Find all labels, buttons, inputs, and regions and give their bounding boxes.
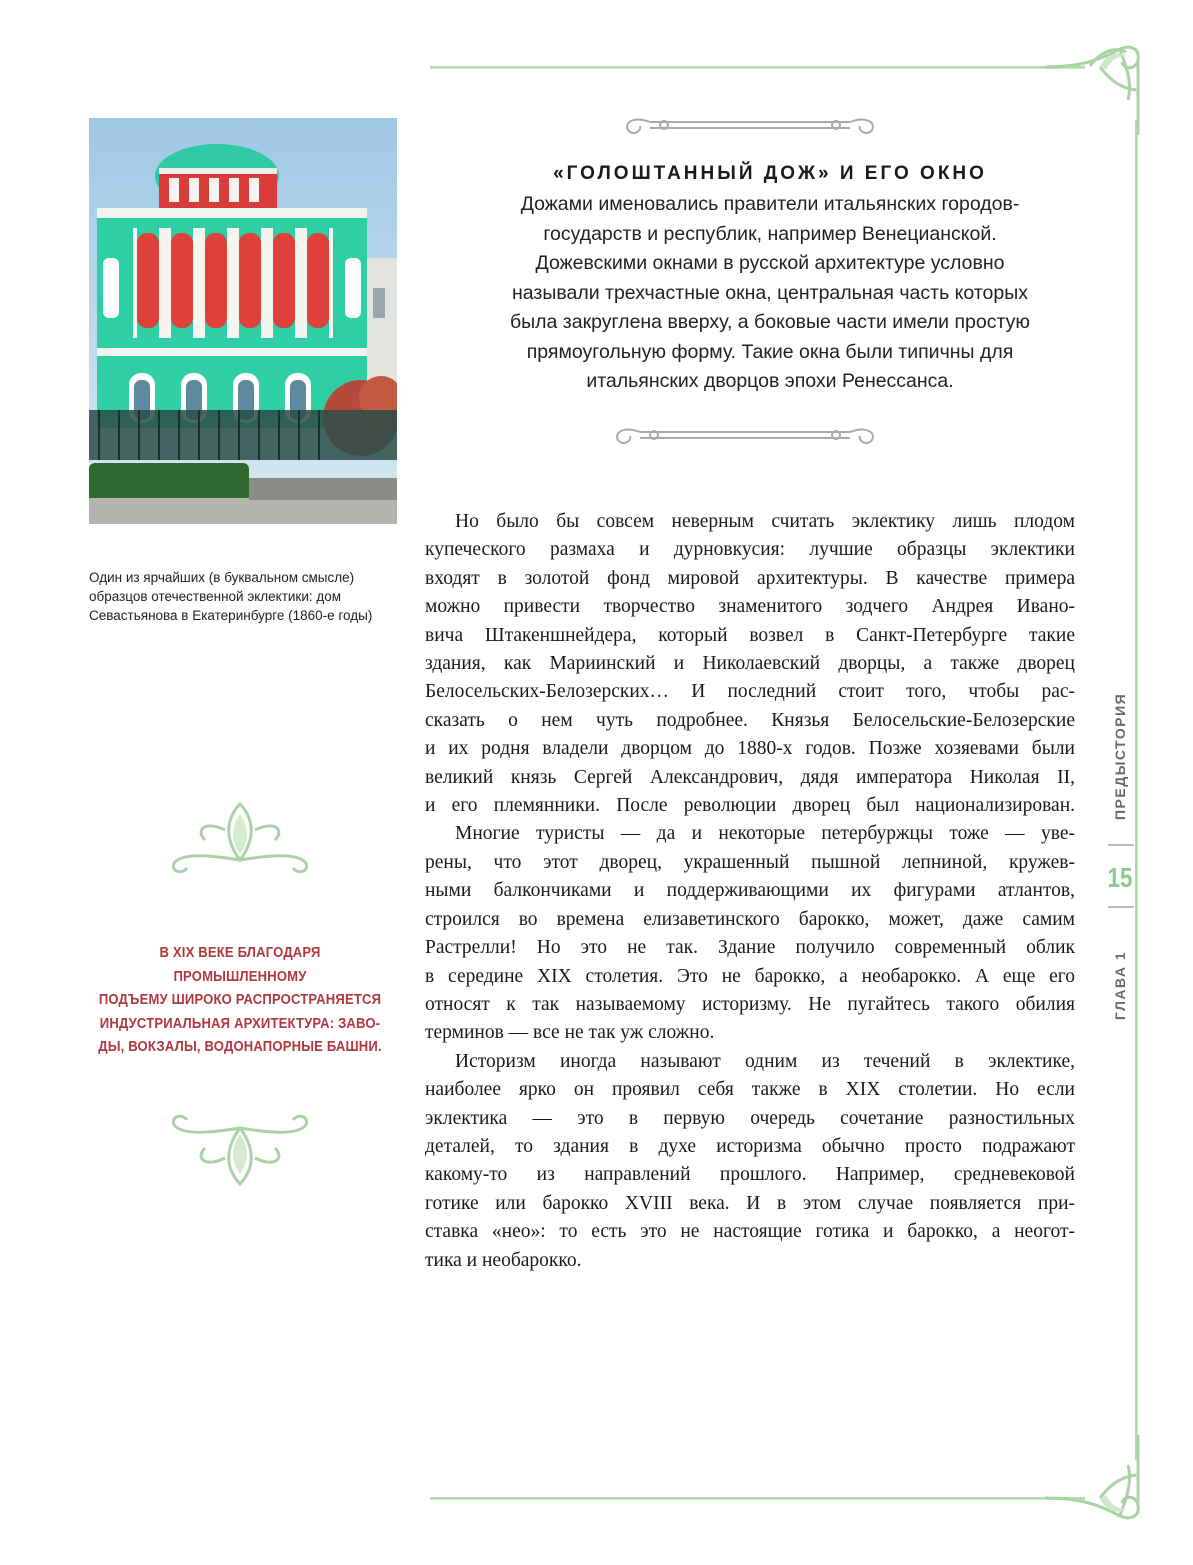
frame-bottom-line	[430, 1497, 1085, 1500]
body-line: терминов — все не так уж сложно.	[425, 1022, 715, 1044]
pullquote-line: ДЫ, ВОКЗАЛЫ, ВОДОНАПОРНЫЕ БАШНИ.	[98, 1039, 382, 1055]
paragraph-2	[425, 820, 1075, 1047]
box-text-line: итальянских дворцов эпохи Ренессанса.	[586, 370, 954, 392]
body-line: Но было бы совсем неверным считать эклектику лишь плодом	[455, 511, 1075, 532]
scroll-divider-top-icon	[620, 112, 880, 140]
corner-ornament-bottom-icon	[1040, 1430, 1150, 1530]
corner-ornament-top-icon	[1040, 40, 1150, 140]
body-line: какому-то из направлений прошлого. Например, средневековой	[425, 1164, 1075, 1186]
box-title: «ГОЛОШТАННЫЙ ДОЖ» И ЕГО ОКНО	[553, 163, 987, 184]
box-text-line: прямоугольную форму. Такие окна были типичны для	[526, 340, 1014, 363]
body-line: и их родня владели дворцом до 1880-х годов. Позже хозяевами были	[425, 738, 1075, 760]
body-line: купеческого размаха и дурновкусия: лучшие образцы эклектики	[425, 539, 1075, 561]
body-line: ставка «нео»: то есть это не настоящие готика и барокко, а неогот-	[425, 1221, 1075, 1243]
body-line: наиболее ярко он проявил себя также в XIX столетии. Но если	[425, 1079, 1075, 1101]
pullquote-line: ПОДЪЕМУ ШИРОКО РАСПРОСТРАНЯЕТСЯ	[98, 992, 382, 1008]
body-line: готике или барокко XVIII века. И в этом случае появляется при-	[425, 1192, 1075, 1214]
body-line: в середине XIX столетия. Это не барокко, а необарокко. А еще его	[425, 965, 1075, 987]
box-text-line: называли трехчастные окна, центральная часть которых	[511, 281, 1028, 304]
frame-top-line	[430, 66, 1085, 69]
page-number: 15	[1107, 862, 1133, 893]
body-line: Историзм иногда называют одним из течений в эклектике,	[455, 1050, 1075, 1072]
flourish-ornament-top-icon	[165, 800, 315, 878]
building-photo	[89, 118, 397, 524]
body-line: великий князь Сергей Александрович, дядя императора Николая II,	[425, 766, 1075, 788]
body-line: здания, как Мариинский и Николаевский дворцы, а также дворец	[425, 653, 1075, 675]
photo-caption: Один из ярчайших (в буквальном смысле) образцов отечественной эклектики: дом Севастьянова в Екатеринбурге (1860-е годы)	[89, 570, 373, 623]
sidebar-section-label: ПРЕДЫСТОРИЯ	[1112, 692, 1128, 820]
sidebar-chapter-label: ГЛАВА 1	[1112, 950, 1128, 1020]
body-line: деталей, то здания в духе историзма обычно просто подражают	[425, 1135, 1075, 1157]
body-line: относят к так называемому историзму. Не пугайтесь такого обилия	[425, 993, 1075, 1015]
sevastyanov-house-image	[89, 118, 397, 524]
body-line: строился во времена елизаветинского барокко, может, даже самим	[425, 908, 1075, 930]
body-line: рены, что этот дворец, украшенный пышной лепниной, кружев-	[425, 851, 1075, 873]
pullquote	[92, 942, 389, 1060]
frame-right-line	[1135, 120, 1138, 1460]
box-text-line: Дожами именовались правители итальянских городов-	[520, 193, 1020, 215]
body-line: Многие туристы — да и некоторые петербуржцы тоже — уве-	[455, 823, 1075, 845]
pullquote-line: ИНДУСТРИАЛЬНАЯ АРХИТЕКТУРА: ЗАВО-	[99, 1015, 381, 1032]
scroll-divider-bottom-icon	[610, 422, 880, 450]
flourish-ornament-bottom-icon	[165, 1110, 315, 1188]
box-text	[440, 190, 1100, 397]
pullquote-line: В XIX ВЕКЕ БЛАГОДАРЯ ПРОМЫШЛЕННОМУ	[159, 945, 321, 985]
paragraph-1	[425, 508, 1075, 820]
page-number-rule-bottom	[1108, 906, 1134, 908]
body-line: тика и необарокко.	[425, 1249, 582, 1271]
box-text-line: Дожевскими окнами в русской архитектуре условно	[535, 252, 1005, 274]
body-line: Белосельских-Белозерских… И последний стоит того, чтобы рас-	[425, 681, 1075, 703]
body-line: ными балкончиками и поддерживающими их фигурами атлантов,	[425, 880, 1075, 902]
paragraph-3	[425, 1048, 1075, 1275]
body-line: сказать о нем чуть подробнее. Князья Белосельские-Белозерские	[425, 709, 1075, 731]
body-line: Растрелли! Но это не так. Здание получило современный облик	[425, 937, 1075, 959]
body-line: эклектика — это в первую очередь сочетание разностильных	[425, 1107, 1075, 1129]
main-body-text	[425, 508, 1075, 1275]
body-line: можно привести творчество знаменитого зодчего Андрея Ивано-	[425, 596, 1075, 618]
body-line: и его племянники. После революции дворец был национализирован.	[425, 795, 1075, 817]
box-text-line: была закруглена вверху, а боковые части имели простую	[509, 311, 1031, 333]
page-number-rule-top	[1108, 844, 1134, 846]
body-line: входят в золотой фонд мировой архитектуры. В качестве примера	[425, 567, 1075, 589]
box-text-line: государств и республик, например Венецианской.	[543, 222, 997, 245]
body-line: вича Штакеншнейдера, который возвел в Санкт-Петербурге такие	[425, 624, 1075, 646]
